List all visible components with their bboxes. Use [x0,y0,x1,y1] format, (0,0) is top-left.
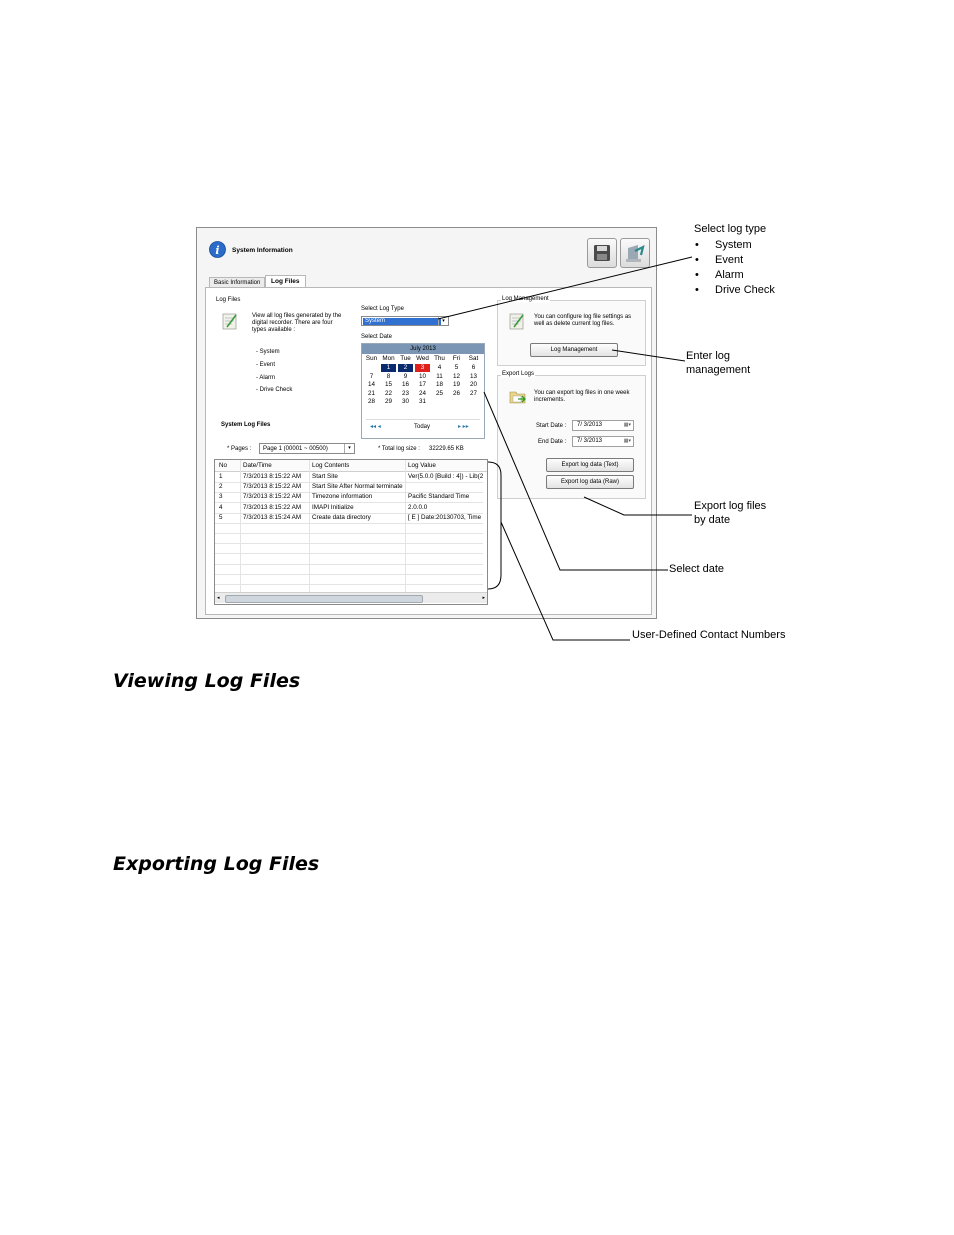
calendar-weekday: Thu [434,355,445,362]
header-log-contents[interactable]: Log Contents [312,462,350,469]
table-cell: 5 [219,513,223,521]
calendar-day[interactable]: 19 [452,381,460,389]
table-cell: 3 [219,493,223,501]
calendar-day[interactable]: 1 [381,364,396,372]
table-cell: 7/3/2013 8:15:22 AM [243,503,302,511]
callout-export-1: Export log files [694,500,767,512]
callout-select-log-type: Select log type [694,223,767,235]
table-body [215,472,487,592]
heading-viewing-log-files: Viewing Log Files [113,670,301,692]
pages-selected: Page 1 (00001 ~ 00500) [263,446,328,452]
calendar-day[interactable]: 13 [469,372,477,380]
callout-log-type-list [695,238,775,298]
callout-log-type-item: • Alarm [695,268,775,283]
table-cell: Start Site After Normal terminate [312,483,403,491]
end-date-picker[interactable] [572,436,634,447]
table-cell: 2 [219,483,223,491]
tab-log-files[interactable]: Log Files [265,275,306,288]
heading-exporting-log-files: Exporting Log Files [113,853,320,875]
table-cell: Pacific Standard Time [408,493,470,501]
tab-basic-information[interactable]: Basic Information [209,277,265,288]
end-date-value: 7/ 3/2013 [577,438,603,444]
select-date-label: Select Date [361,334,393,340]
calendar-divider [366,419,480,420]
log-type-selected: System [363,318,441,325]
col-divider-1 [240,460,241,592]
calendar-day[interactable]: 9 [403,372,408,380]
calendar-day[interactable]: 26 [452,389,460,397]
export-logs-desc-1: You can export log files in one week [534,390,630,396]
log-type-event: - Event [256,362,276,368]
svg-text:i: i [215,244,220,257]
calendar-weekdays [364,355,482,364]
calendar-day[interactable]: 21 [367,389,375,397]
calendar-day[interactable]: 24 [418,389,426,397]
calendar-day[interactable]: 23 [401,389,409,397]
log-table[interactable] [214,459,488,605]
calendar-weekday: Wed [416,355,429,362]
callout-enter-log-2: management [686,364,751,376]
info-icon [209,241,226,258]
window-title: System Information [232,247,293,254]
calendar-day[interactable]: 14 [367,381,375,389]
start-date-picker[interactable] [572,420,634,431]
header-log-value[interactable]: Log Value [408,462,436,469]
start-date-value: 7/ 3/2013 [577,422,603,428]
calendar-day[interactable]: 27 [469,389,477,397]
total-log-size-label: * Total log size : [378,446,420,452]
table-cell: Start Site [312,473,338,480]
calendar-month-header: July 2013 [362,344,484,354]
log-management-desc-1: You can configure log file settings as [534,314,632,320]
start-date-label: Start Date : [536,423,567,429]
calendar[interactable] [361,343,485,439]
calendar-weekday: Tue [400,355,411,362]
scroll-thumb[interactable] [225,595,423,603]
callout-export-2: by date [694,514,731,526]
scroll-right-icon[interactable]: ▸ [482,595,485,601]
callout-log-type-item: • Event [695,253,775,268]
callout-log-type-item: • System [695,238,775,253]
calendar-day[interactable]: 17 [418,381,426,389]
chevron-down-icon: ▾ [344,444,354,453]
calendar-dropdown-icon[interactable]: ▦▾ [623,438,631,444]
table-cell: 7/3/2013 8:15:22 AM [243,493,302,501]
calendar-dropdown-icon[interactable]: ▦▾ [623,422,631,428]
calendar-day[interactable]: 7 [369,372,374,380]
exit-button[interactable] [620,238,650,268]
save-button[interactable] [587,238,617,268]
export-text-button[interactable]: Export log data (Text) [546,458,634,472]
calendar-day[interactable]: 25 [435,389,443,397]
log-files-desc-2: digital recorder. There are four [252,320,333,326]
table-cell: 1 [219,473,223,480]
calendar-days [364,364,482,412]
calendar-weekday: Mon [382,355,395,362]
header-date-time[interactable]: Date/Time [243,462,272,469]
pages-dropdown[interactable] [259,443,355,454]
calendar-today-button[interactable]: Today [414,424,431,430]
callout-log-type-item: • Drive Check [695,283,775,298]
calendar-day[interactable]: 8 [386,372,391,380]
callout-select-date: Select date [669,563,725,575]
calendar-day[interactable]: 15 [384,381,392,389]
pages-label: * Pages : [227,446,252,452]
horizontal-scrollbar[interactable] [215,592,487,603]
table-cell: [ E ] Date:20130703, Time [408,513,482,521]
calendar-day[interactable]: 22 [384,389,392,397]
col-divider-3 [405,460,406,592]
table-cell: 4 [219,503,223,511]
table-cell: 2.0.0.0 [408,503,428,511]
total-log-size-value: 32229.65 KB [429,446,464,452]
log-type-drive-check: - Drive Check [256,387,293,393]
export-logs-desc-2: increments. [534,397,566,403]
calendar-day[interactable]: 5 [454,364,459,371]
table-header [215,460,487,472]
calendar-day[interactable]: 12 [452,372,460,380]
system-log-files-label: System Log Files [221,422,271,428]
system-information-screenshot [196,227,657,619]
table-cell: 7/3/2013 8:15:22 AM [243,473,302,480]
table-cell: Create data directory [312,513,371,521]
calendar-day[interactable]: 20 [469,381,477,389]
table-cell: IMAPI Initialize [312,503,354,511]
header-no[interactable]: No [219,462,228,469]
calendar-day[interactable]: 31 [418,398,426,406]
calendar-weekday: Sun [365,355,378,362]
calendar-day[interactable]: 30 [401,398,409,406]
log-files-note-icon [222,312,239,330]
export-folder-icon [509,388,527,405]
log-type-dropdown[interactable] [361,316,449,326]
table-cell: Timezone information [312,493,373,501]
scroll-left-icon[interactable]: ◂ [217,595,220,601]
calendar-prev-buttons[interactable]: ◂◂ ◂ [370,424,381,430]
log-management-note-icon [509,312,526,330]
calendar-day[interactable]: 29 [384,398,392,406]
table-cell: 7/3/2013 8:15:24 AM [243,513,302,521]
table-cell: 7/3/2013 8:15:22 AM [243,483,302,491]
log-files-desc-3: types available : [252,327,296,333]
calendar-day[interactable]: 3 [415,364,430,372]
table-cell: Ver(5.0.0 [Build : 4]) - Lib(2 [408,473,484,480]
callout-enter-log-1: Enter log [686,350,731,362]
exit-door-icon [621,239,649,267]
calendar-day[interactable]: 16 [401,381,409,389]
log-type-alarm: - Alarm [256,375,276,381]
export-logs-label: Export Logs [502,371,535,377]
calendar-next-buttons[interactable]: ▸ ▸▸ [458,424,469,430]
calendar-day[interactable]: 10 [418,372,426,380]
floppy-disk-icon [588,239,616,267]
log-type-system: - System [256,349,280,355]
log-files-desc-1: View all log files generated by the [252,313,342,319]
end-date-label: End Date : [538,439,567,445]
calendar-weekday: Fri [452,355,461,362]
chevron-down-icon: ▾ [438,317,448,325]
log-management-desc-2: well as delete current log files. [534,321,615,327]
calendar-day[interactable]: 4 [437,364,442,371]
log-files-group-label: Log Files [216,297,241,303]
select-log-type-label: Select Log Type [361,306,404,312]
calendar-day[interactable]: 18 [435,381,443,389]
callout-user-defined: User-Defined Contact Numbers [632,629,786,641]
calendar-day[interactable]: 6 [471,364,476,371]
calendar-day[interactable]: 2 [398,364,413,372]
col-divider-2 [309,460,310,592]
calendar-weekday: Sat [468,355,479,362]
log-management-label: Log Management [502,296,549,302]
calendar-day[interactable]: 28 [367,398,375,406]
export-raw-button[interactable]: Export log data (Raw) [546,475,634,489]
log-management-button[interactable]: Log Management [530,343,618,357]
calendar-day[interactable]: 11 [436,372,443,380]
